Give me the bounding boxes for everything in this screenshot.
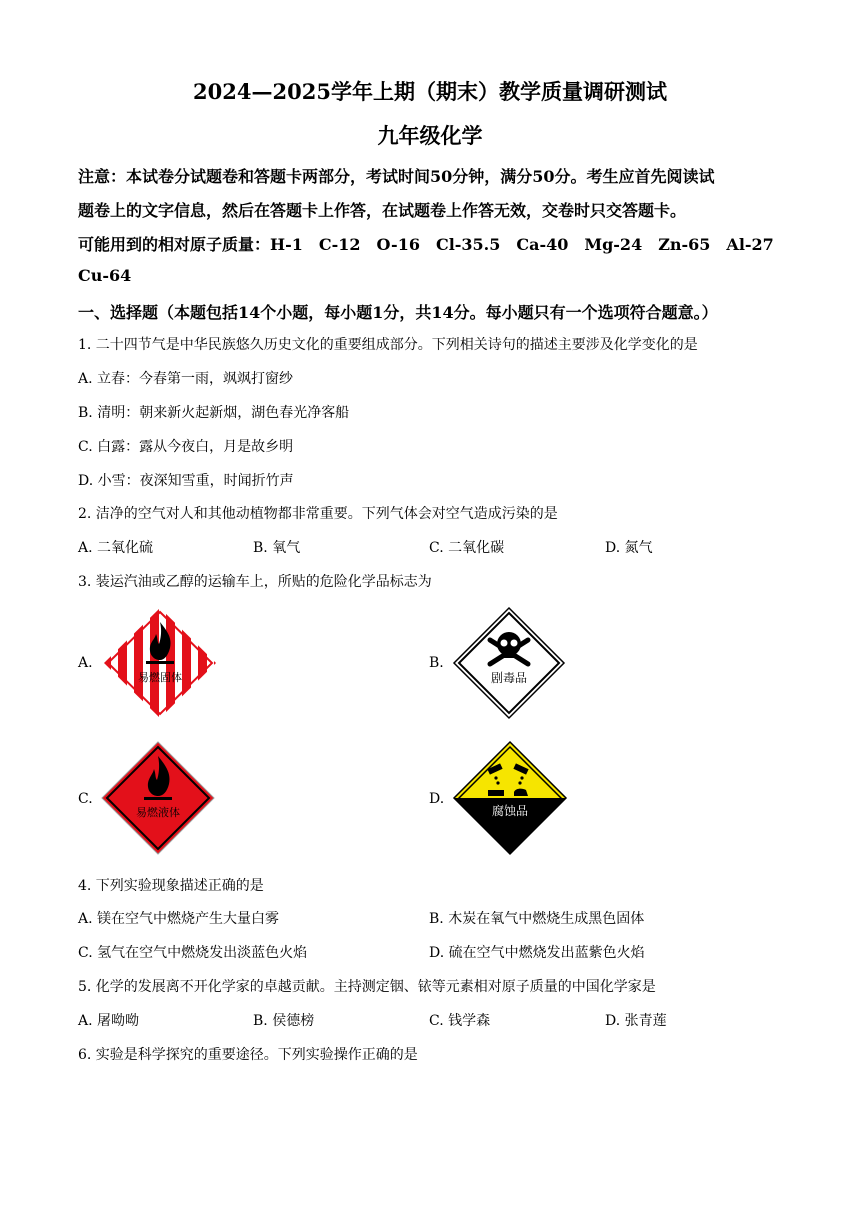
sign-c-text: 易燃液体 bbox=[136, 806, 180, 819]
notice-line-1: 注意：本试卷分试题卷和答题卡两部分，考试时间50分钟，满分50分。考生应首先阅读试 bbox=[78, 167, 715, 186]
question-2-option-b: B. 氧气 bbox=[253, 540, 301, 556]
question-3-stem: 3. 装运汽油或乙醇的运输车上，所贴的危险化学品标志为 bbox=[78, 574, 432, 590]
section-heading: 一、选择题（本题包括14个小题，每小题1分，共14分。每小题只有一个选项符合题意。） bbox=[78, 303, 718, 322]
question-4-option-d: D. 硫在空气中燃烧发出蓝紫色火焰 bbox=[429, 945, 645, 961]
sign-d-text: 腐蚀品 bbox=[491, 804, 529, 818]
question-1-option-c: C. 白露：露从今夜白，月是故乡明 bbox=[78, 439, 294, 455]
flammable-liquid-sign bbox=[100, 740, 216, 856]
atomic-mass-line: 可能用到的相对原子质量：H-1 C-12 O-16 Cl-35.5 Ca-40 Mg-24 Zn-65 Al-27 bbox=[78, 235, 774, 254]
sign-a-text: 易燃固体 bbox=[138, 671, 182, 684]
question-4-option-b: B. 木炭在氧气中燃烧生成黑色固体 bbox=[429, 911, 645, 927]
flammable-solid-sign bbox=[100, 604, 220, 722]
question-2-option-c: C. 二氧化碳 bbox=[429, 540, 505, 556]
question-5-option-a: A. 屠呦呦 bbox=[78, 1013, 140, 1029]
notice-line-2: 题卷上的文字信息，然后在答题卡上作答，在试题卷上作答无效，交卷时只交答题卡。 bbox=[78, 201, 687, 220]
question-4-option-a: A. 镁在空气中燃烧产生大量白雾 bbox=[78, 911, 280, 927]
exam-title: 2024—2025学年上期（期末）教学质量调研测试 bbox=[193, 79, 667, 104]
question-3-option-d: D. bbox=[429, 791, 445, 807]
question-1-option-d: D. 小雪：夜深知雪重，时闻折竹声 bbox=[78, 473, 294, 489]
question-1-option-a: A. 立春：今春第一雨，飒飒打窗纱 bbox=[78, 371, 294, 387]
question-2-option-d: D. 氮气 bbox=[605, 540, 653, 556]
question-3-option-c: C. bbox=[78, 791, 93, 807]
exam-subtitle: 九年级化学 bbox=[377, 123, 483, 148]
sign-b-text: 剧毒品 bbox=[490, 671, 528, 685]
atomic-mass-line-2: Cu-64 bbox=[78, 266, 132, 285]
question-3-option-a: A. bbox=[78, 655, 93, 671]
toxic-sign bbox=[452, 606, 566, 720]
question-5-option-d: D. 张青莲 bbox=[605, 1013, 667, 1029]
question-3-option-b: B. bbox=[429, 655, 444, 671]
question-4-stem: 4. 下列实验现象描述正确的是 bbox=[78, 878, 264, 894]
question-2-option-a: A. 二氧化硫 bbox=[78, 540, 154, 556]
question-6-stem: 6. 实验是科学探究的重要途径。下列实验操作正确的是 bbox=[78, 1047, 418, 1063]
question-5-option-b: B. 侯德榜 bbox=[253, 1013, 315, 1029]
question-1-stem: 1. 二十四节气是中华民族悠久历史文化的重要组成部分。下列相关诗句的描述主要涉及化学变化的是 bbox=[78, 337, 698, 353]
question-5-option-c: C. 钱学森 bbox=[429, 1013, 491, 1029]
question-4-option-c: C. 氢气在空气中燃烧发出淡蓝色火焰 bbox=[78, 945, 308, 961]
question-1-option-b: B. 清明：朝来新火起新烟，湖色春光净客船 bbox=[78, 405, 350, 421]
question-5-stem: 5. 化学的发展离不开化学家的卓越贡献。主持测定铟、铱等元素相对原子质量的中国化学家是 bbox=[78, 979, 656, 995]
corrosive-sign bbox=[452, 740, 568, 856]
question-2-stem: 2. 洁净的空气对人和其他动植物都非常重要。下列气体会对空气造成污染的是 bbox=[78, 506, 558, 522]
